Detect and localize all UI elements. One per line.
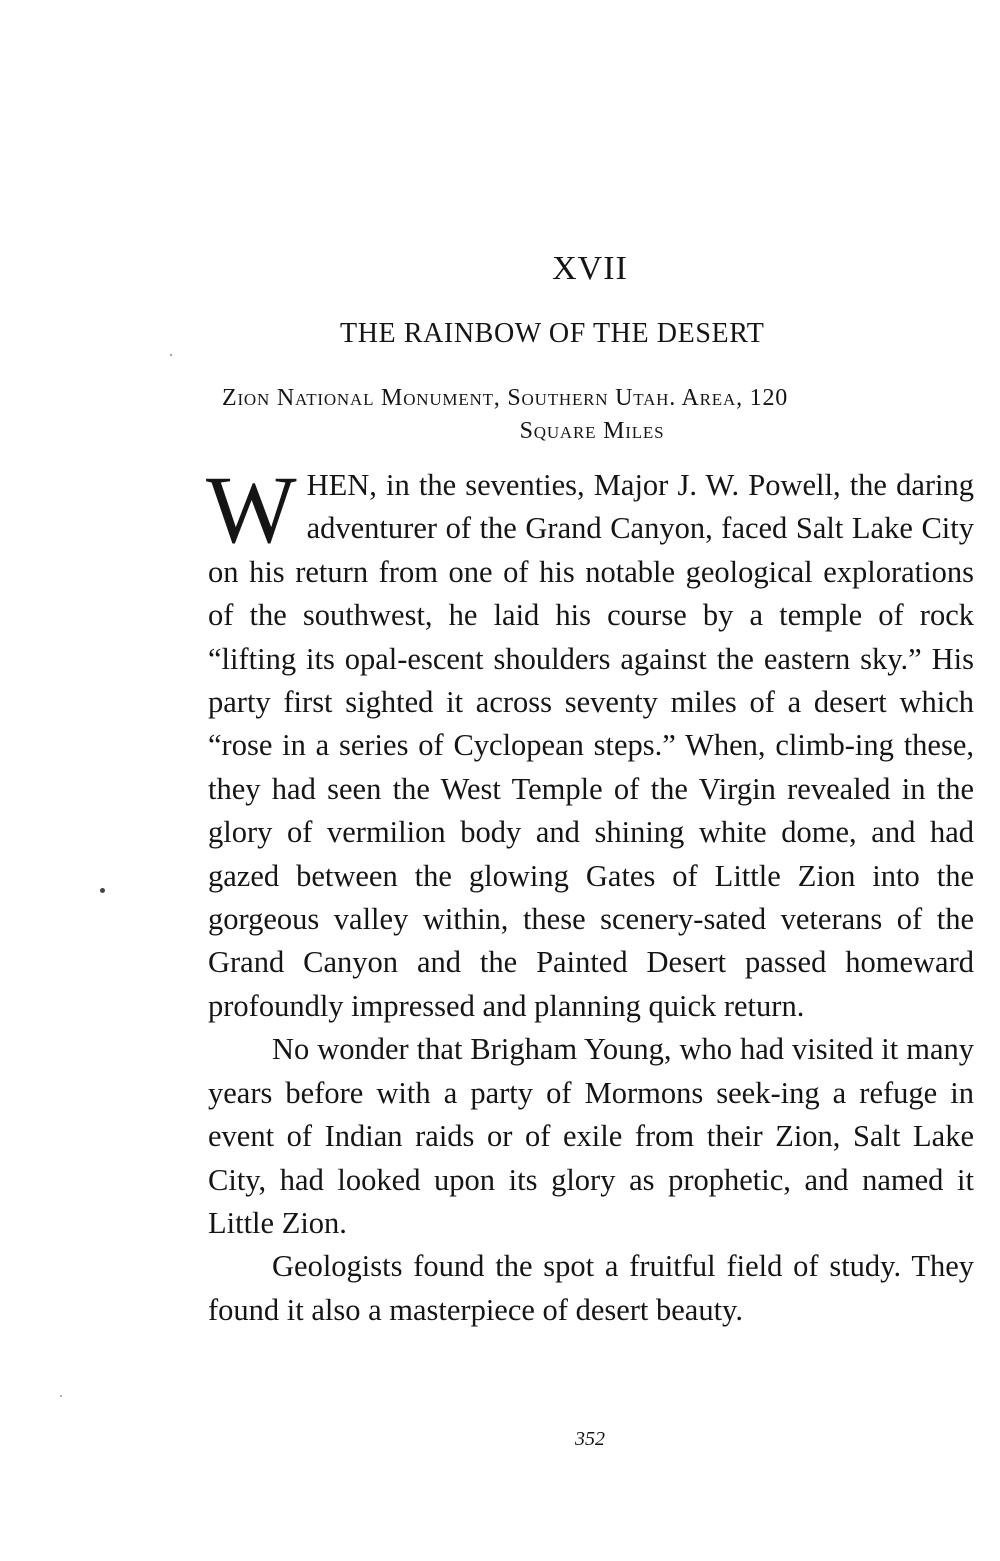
page-number: 352 xyxy=(575,1428,605,1450)
chapter-subtitle xyxy=(222,382,962,448)
paragraph-3: Geologists found the spot a fruitful field of study. They found it also a masterpiece of desert beauty. xyxy=(208,1249,974,1327)
paragraph-2: No wonder that Brigham Young, who had visited it many years before with a party of Mormons seek-ing a refuge in event of Indian raids or of exile from their Zion, Salt Lake City, had looked upon its glory as prophetic, and named it Little Zion. xyxy=(208,1032,974,1240)
paragraph-1 xyxy=(206,456,974,1028)
chapter-title: THE RAINBOW OF THE DESERT xyxy=(340,318,765,349)
drop-cap: W xyxy=(206,456,297,563)
scan-speck xyxy=(60,1395,62,1397)
paragraph-1-text: HEN, in the seventies, Major J. W. Powell, the daring adventurer of the Grand Canyon, faced Salt Lake City on his return from one of his notable geological explorations of the southwest, he laid his course by a temple of rock “lifting its opal-escent shoulders against the eastern sky.” His party first sighted it across seventy miles of a desert which “rose in a series of Cyclopean steps.” When, climb-ing these, they had seen the West Temple of the Virgin revealed in the glory of vermilion body and shining white dome, and had gazed between the glowing Gates of Little Zion into the gorgeous valley within, these scenery-sated veterans of the Grand Canyon and the Painted Desert passed homeward profoundly impressed and planning quick return. xyxy=(208,468,974,1023)
chapter-number: XVII xyxy=(552,250,628,287)
scan-speck xyxy=(170,354,172,356)
subtitle-line-2: Square Miles xyxy=(519,418,665,444)
body-text xyxy=(206,456,974,1332)
subtitle-line-1: Zion National Monument, Southern Utah. Area, 120 xyxy=(222,385,789,411)
scan-speck xyxy=(100,888,105,893)
